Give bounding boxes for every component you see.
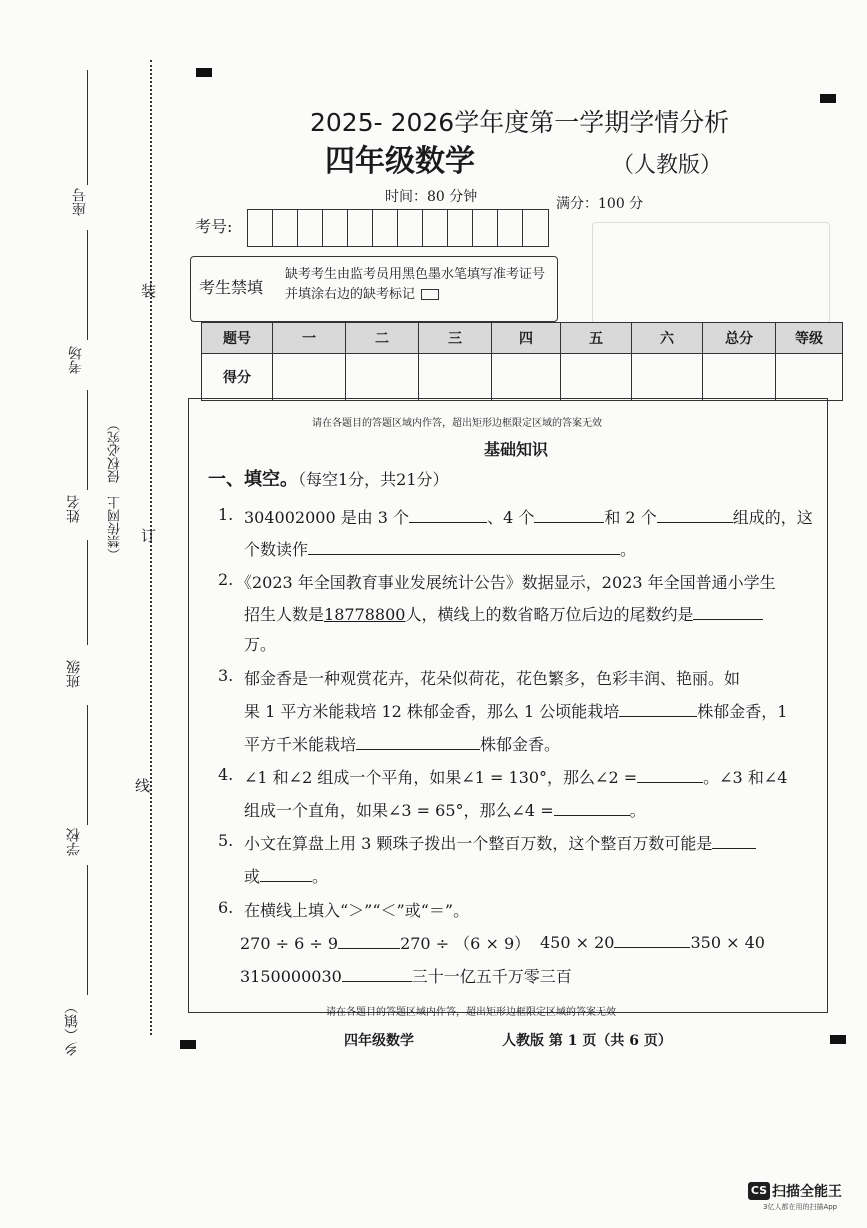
answer-blank[interactable] <box>637 766 703 783</box>
exam-no-label: 考号: <box>195 217 233 236</box>
answer-blank[interactable] <box>619 700 697 717</box>
exam-room-label: 考场 <box>68 346 84 374</box>
score-cell[interactable] <box>703 354 776 401</box>
answer-area-warning-top: 请在各题目的答题区域内作答，超出矩形边框限定区域的答案无效 <box>312 418 602 429</box>
registration-mark <box>196 68 212 77</box>
notice-label: 考生禁填 <box>199 278 264 297</box>
footer-subject: 四年级数学 <box>344 1033 414 1049</box>
answer-area-warning-bottom: 请在各题目的答题区域内作答，超出矩形边框限定区域的答案无效 <box>326 1007 616 1018</box>
exam-no-digit-box[interactable] <box>273 210 298 246</box>
answer-blank[interactable] <box>308 538 620 555</box>
score-cell[interactable] <box>492 354 561 401</box>
question-3-line-2: 果 1 平方米能栽培 12 株郁金香，那么 1 公顷能栽培 株郁金香，1 <box>244 702 788 721</box>
name-label: 姓名 <box>66 495 82 523</box>
question-1-line-2: 个数读作 。 <box>244 540 637 559</box>
exam-no-boxes[interactable] <box>247 209 549 247</box>
question-2-line-3: 万。 <box>244 635 277 654</box>
part-one-title: 一、填空。 <box>208 469 298 490</box>
answer-blank[interactable] <box>260 865 312 882</box>
score-col-header: 二 <box>346 323 419 354</box>
score-cell[interactable] <box>273 354 346 401</box>
question-number: 5. <box>218 831 234 850</box>
answer-blank[interactable] <box>712 832 756 849</box>
footer-page-info: 人教版 第 1 页（共 6 页） <box>502 1033 672 1049</box>
absence-notice <box>190 256 558 322</box>
score-col-header: 四 <box>492 323 561 354</box>
answer-blank[interactable] <box>693 603 763 620</box>
score-col-header: 三 <box>419 323 492 354</box>
answer-blank[interactable] <box>534 506 604 523</box>
exam-no-digit-box[interactable] <box>298 210 323 246</box>
registration-mark <box>830 1035 846 1044</box>
exam-no-digit-box[interactable] <box>348 210 373 246</box>
question-3-line-3: 平方千米能栽培 株郁金香。 <box>244 735 561 754</box>
binding-cut-line <box>150 60 152 1035</box>
exam-title: 2025- 2026学年度第一学期学情分析 <box>310 108 730 137</box>
compare-expression-2: 450 × 20 350 × 40 <box>540 933 765 952</box>
question-5-line-1: 小文在算盘上用 3 颗珠子拨出一个整百万数，这个整百万数可能是 <box>244 831 756 854</box>
score-cell[interactable] <box>776 354 843 401</box>
answer-blank[interactable] <box>338 932 400 949</box>
question-6-instruction: 在横线上填入“＞”“＜”或“＝”。 <box>244 901 470 920</box>
score-row-label: 题号 <box>202 323 273 354</box>
score-cell[interactable] <box>561 354 632 401</box>
part-one-heading <box>208 465 449 491</box>
question-number: 1. <box>218 505 234 524</box>
exam-no-digit-box[interactable] <box>323 210 348 246</box>
township-label: 乡（镇） <box>64 1000 80 1056</box>
answer-blank[interactable] <box>614 931 690 948</box>
exam-no-digit-box[interactable] <box>423 210 448 246</box>
notice-text: 缺考考生由监考员用黑色墨水笔填写准考证号并填涂右边的缺考标记 <box>285 267 546 302</box>
compare-expression-1: 270 ÷ 6 ÷ 9 270 ÷ （6 × 9） <box>240 934 531 953</box>
score-col-header: 总分 <box>703 323 776 354</box>
compare-expression-3: 3150000030 三十一亿五千万零三百 <box>240 967 572 986</box>
scanner-tagline: 3亿人都在用的扫描App <box>763 1203 838 1211</box>
exam-no-digit-box[interactable] <box>498 210 523 246</box>
exam-subject: 四年级数学 <box>325 144 475 179</box>
barcode-area <box>592 222 830 324</box>
score-row-label: 得分 <box>202 354 273 401</box>
answer-blank[interactable] <box>356 733 480 750</box>
exam-no-digit-box[interactable] <box>448 210 473 246</box>
scanner-name: 扫描全能王 <box>772 1183 842 1200</box>
question-3-line-1: 郁金香是一种观赏花卉，花朵似荷花，花色繁多，色彩丰润、艳丽。如 <box>244 669 741 688</box>
answer-blank[interactable] <box>657 506 733 523</box>
full-score-label: 满分：100 分 <box>556 196 644 212</box>
underlined-number: 18778800 <box>324 605 406 624</box>
exam-no-digit-box[interactable] <box>523 210 548 246</box>
question-2-line-1: 《2023 年全国教育事业发展统计公告》数据显示，2023 年全国普通小学生 <box>236 573 776 592</box>
registration-mark <box>180 1040 196 1049</box>
question-4-line-1: ∠1 和∠2 组成一个平角，如果∠1 = 130°，那么∠2 = 。∠3 和∠4 <box>244 768 788 787</box>
exam-no-digit-box[interactable] <box>473 210 498 246</box>
binding-zhuang: 装 <box>139 283 157 298</box>
question-number: 3. <box>218 666 234 685</box>
question-1-line-1: 304002000 是由 3 个 、4 个 和 2 个 组成的，这 <box>244 508 813 527</box>
binding-xian: 线 <box>133 778 151 793</box>
question-number: 6. <box>218 898 234 917</box>
binding-ding: 订 <box>139 528 157 543</box>
answer-blank[interactable] <box>554 799 630 816</box>
copyright-note: （禁传网上 侵权必究） <box>108 418 123 561</box>
score-cell[interactable] <box>632 354 703 401</box>
time-label: 时间：80 分钟 <box>385 189 478 205</box>
edition-label: （人教版） <box>612 153 723 178</box>
section-title: 基础知识 <box>484 440 549 459</box>
school-label: 学校 <box>66 828 82 856</box>
score-cell[interactable] <box>419 354 492 401</box>
exam-no-digit-box[interactable] <box>398 210 423 246</box>
class-label: 班级 <box>66 660 82 688</box>
exam-no-digit-box[interactable] <box>248 210 273 246</box>
question-2-line-2: 招生人数是18778800人，横线上的数省略万位后边的尾数约是 <box>244 602 763 625</box>
absence-mark-box[interactable] <box>421 289 439 300</box>
exam-no-digit-box[interactable] <box>373 210 398 246</box>
score-cell[interactable] <box>346 354 419 401</box>
registration-mark <box>820 94 836 103</box>
score-col-header: 五 <box>561 323 632 354</box>
seat-no-label: 座号 <box>72 188 88 216</box>
score-col-header: 六 <box>632 323 703 354</box>
question-number: 4. <box>218 765 234 784</box>
question-number: 2. <box>218 570 234 589</box>
score-table <box>201 322 843 401</box>
part-one-note: （每空1分，共21分） <box>298 470 449 489</box>
answer-blank[interactable] <box>342 965 412 982</box>
answer-blank[interactable] <box>409 506 487 523</box>
score-col-header: 等级 <box>776 323 843 354</box>
question-5-line-2: 或 。 <box>244 867 329 886</box>
scanner-logo: CS <box>748 1182 770 1200</box>
question-4-line-2: 组成一个直角，如果∠3 = 65°，那么∠4 = 。 <box>244 801 646 820</box>
score-col-header: 一 <box>273 323 346 354</box>
scanner-watermark <box>748 1180 842 1201</box>
